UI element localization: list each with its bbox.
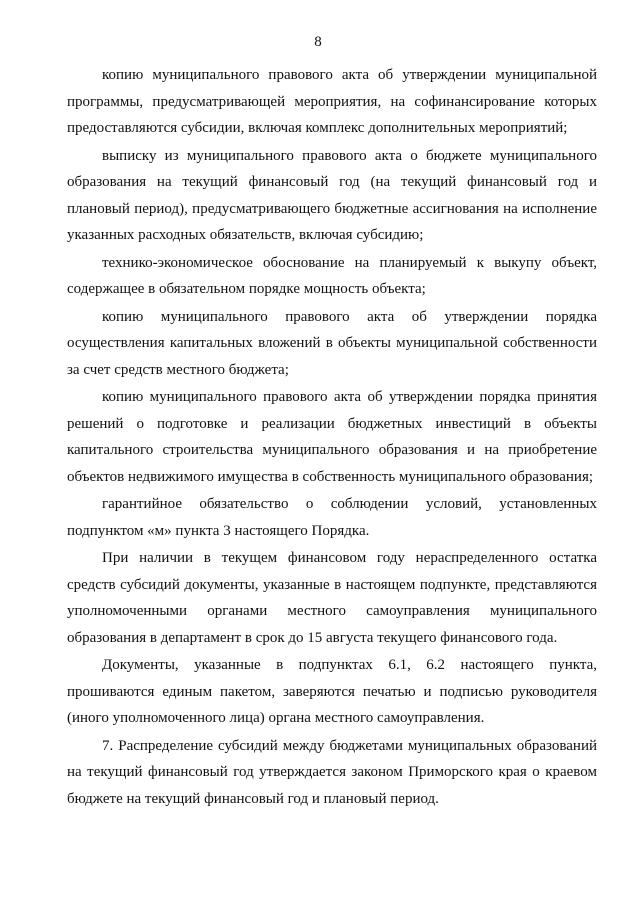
paragraph-subsidy-distribution: 7. Распределение субсидий между бюджетами муниципальных образований на текущий финансовый год утверждается законом Приморского края о краевом бюджете на текущий финансовый год и плановый период. <box>67 737 597 807</box>
paragraph-documents-package: Документы, указанные в подпунктах 6.1, 6.2 настоящего пункта, прошиваются единым пакетом, заверяются печатью и подписью руководителя (иного уполномоченного лица) органа местного самоуправления. <box>67 657 597 726</box>
paragraph-capital-investments: копию муниципального правового акта об утверждении порядка осуществления капитальных вложений в объекты муниципальной собственности за счет средств местного бюджета; <box>67 308 597 378</box>
paragraph-investment-decisions: копию муниципального правового акта об утверждении порядка принятия решений о подготовке и реализации бюджетных инвестиций в объекты капитального строительства муниципального образования и на приобретение объектов недвижимого имущества в собственность муниципального образования; <box>67 389 597 485</box>
paragraph-guarantee-obligation: гарантийное обязательство о соблюдении условий, установленных подпунктом «м» пункта 3 настоящего Порядка. <box>67 496 597 539</box>
paragraph-remaining-funds: При наличии в текущем финансовом году нераспределенного остатка средств субсидий документы, указанные в настоящем подпункте, представляются уполномоченными органами местного самоуправления муниципального образования в департамент в срок до 15 августа текущего финансового года. <box>67 550 597 646</box>
paragraph-budget-extract: выписку из муниципального правового акта о бюджете муниципального образования на текущий финансовый год (на текущий финансовый год и плановый период), предусматривающего бюджетные ассигнования на исполнение указанных расходных обязательств, включая субсидию; <box>67 147 597 243</box>
page-number: 8 <box>314 34 322 50</box>
paragraph-feasibility-study: технико-экономическое обоснование на планируемый к выкупу объект, содержащее в обязательном порядке мощность объекта; <box>67 254 597 297</box>
paragraph-municipal-program: копию муниципального правового акта об утверждении муниципальной программы, предусматривающей мероприятия, на софинансирование которых предоставляются субсидии, включая комплекс дополнительных мероприятий; <box>67 67 597 136</box>
document-body <box>67 62 597 812</box>
